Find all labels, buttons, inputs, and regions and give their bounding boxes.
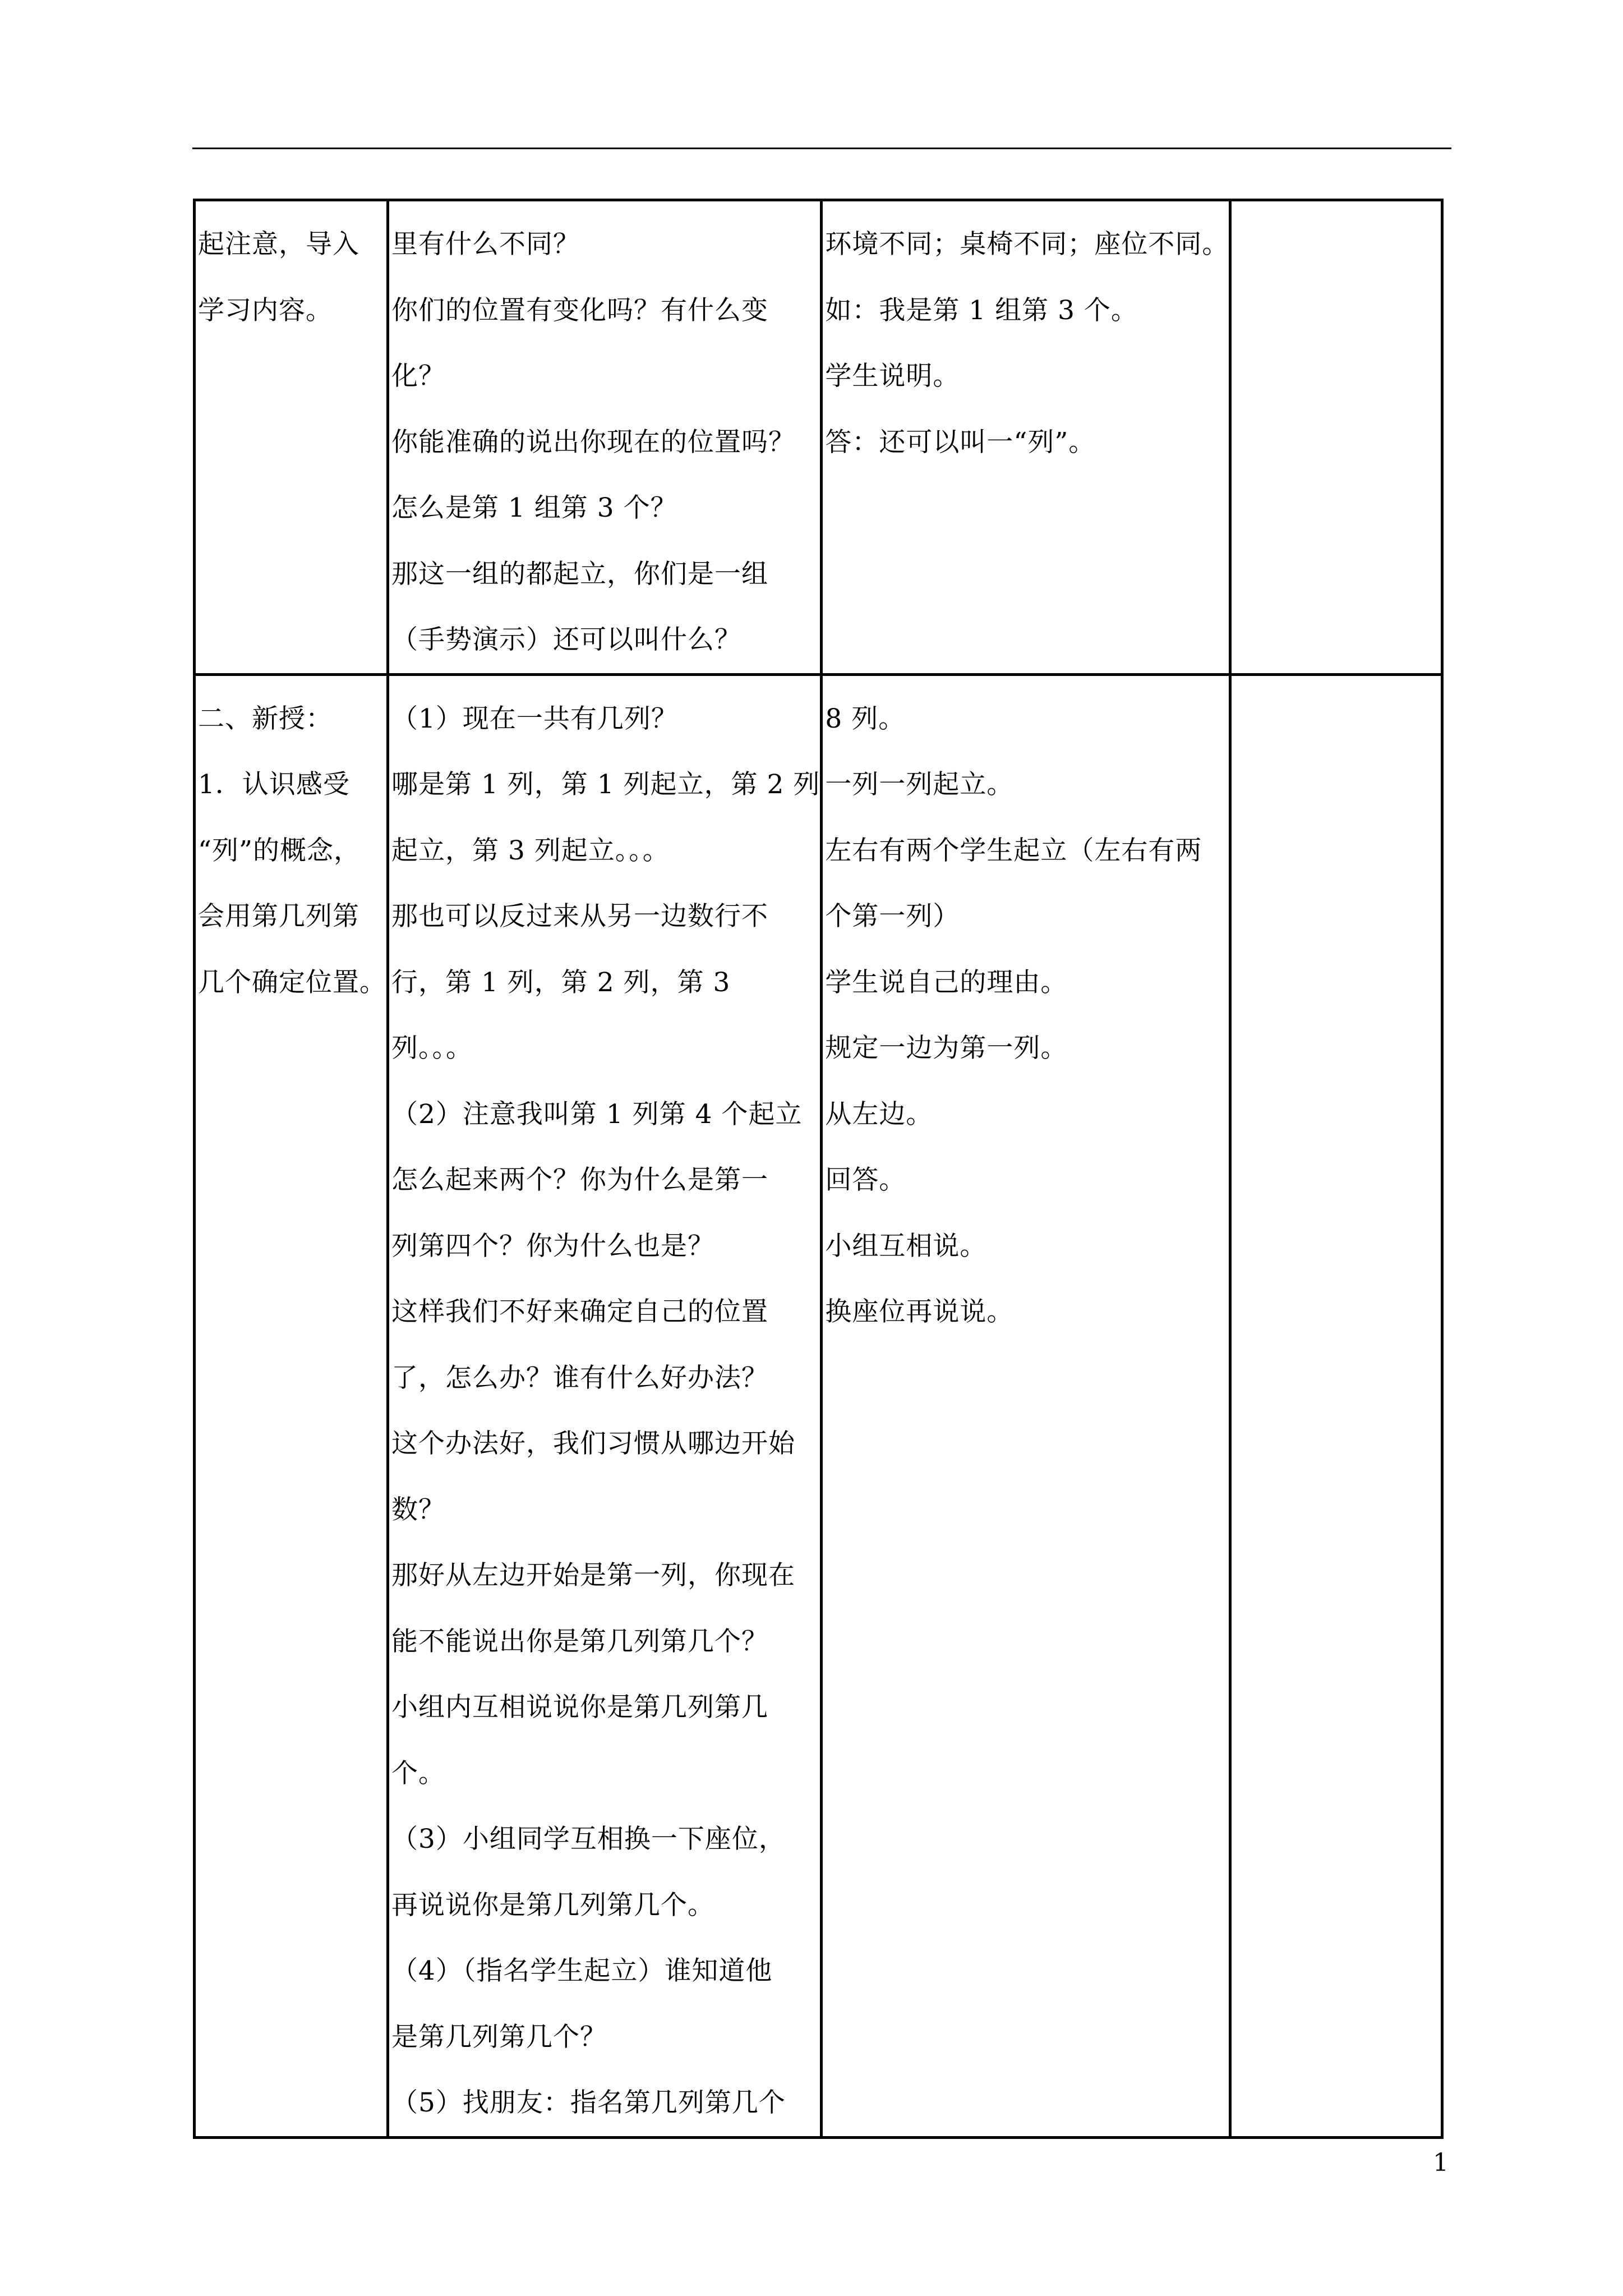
text-line: 一列一列起立。: [825, 769, 1014, 800]
teacher-activity-cell: [388, 200, 822, 675]
text-line: （4）（指名学生起立）谁知道他: [391, 1955, 773, 1986]
notes-cell: [1230, 200, 1442, 675]
text-line: 从左边。: [825, 1098, 933, 1130]
text-line: 了，怎么办？谁有什么好办法？: [391, 1362, 768, 1393]
text-line: 化？: [391, 361, 445, 392]
text-line: （1）现在一共有几列？: [391, 703, 678, 734]
notes-cell: [1230, 674, 1442, 2137]
text-line: 学生说明。: [825, 361, 960, 392]
text-line: 你能准确的说出你现在的位置吗？: [391, 426, 795, 458]
text-line: 数？: [391, 1494, 445, 1525]
text-line: 里有什么不同？: [391, 229, 580, 260]
text-line: 小组互相说。: [825, 1230, 987, 1262]
text-line: 如：我是第 1 组第 3 个。: [825, 295, 1138, 326]
header-rule: [192, 148, 1451, 149]
lesson-plan-table: [193, 199, 1444, 2139]
text-line: 那好从左边开始是第一列，你现在: [391, 1560, 795, 1591]
text-line: 8 列。: [825, 703, 906, 734]
text-line: 起立，第 3 列起立。。。: [391, 835, 670, 866]
text-line: 列第四个？你为什么也是？: [391, 1230, 714, 1262]
text-line: 个。: [391, 1757, 445, 1789]
text-line: 你们的位置有变化吗？有什么变: [391, 295, 768, 326]
text-line: 起注意，导入: [198, 229, 359, 260]
text-line: 左右有两个学生起立（左右有两: [825, 835, 1202, 866]
text-line: （手势演示）还可以叫什么？: [391, 624, 741, 655]
text-line: 是第几列第几个？: [391, 2021, 607, 2053]
student-activity-cell: [822, 200, 1230, 675]
table-row: [195, 200, 1442, 675]
text-line: 行，第 1 列，第 2 列，第 3: [391, 967, 731, 998]
table-row: [195, 674, 1442, 2137]
text-line: 再说说你是第几列第几个。: [391, 1889, 714, 1921]
text-line: 怎么是第 1 组第 3 个？: [391, 493, 677, 523]
text-line: 那这一组的都起立，你们是一组: [391, 558, 768, 590]
text-line: 列。。。: [391, 1033, 473, 1064]
text-line: （5）找朋友：指名第几列第几个: [391, 2087, 786, 2118]
text-line: 会用第几列第: [198, 901, 359, 932]
stage-cell: [195, 200, 388, 675]
text-line: （3）小组同学互相换一下座位，: [391, 1824, 786, 1855]
text-line: 答：还可以叫一“列”。: [825, 426, 1096, 458]
text-line: 换座位再说说。: [825, 1296, 1014, 1327]
text-line: 学习内容。: [198, 295, 333, 326]
teacher-activity-cell: [388, 674, 822, 2137]
page-number: 1: [1433, 2148, 1449, 2177]
text-line: 1．认识感受: [198, 769, 350, 800]
text-line: 这样我们不好来确定自己的位置: [391, 1296, 768, 1327]
text-line: 几个确定位置。: [198, 967, 386, 998]
text-line: 哪是第 1 列，第 1 列起立，第 2 列: [391, 769, 820, 800]
text-line: （2）注意我叫第 1 列第 4 个起立: [391, 1098, 803, 1130]
text-line: 小组内互相说说你是第几列第几: [391, 1692, 768, 1723]
text-line: 个第一列）: [825, 901, 960, 932]
stage-cell: [195, 674, 388, 2137]
text-line: 环境不同；桌椅不同；座位不同。: [825, 229, 1229, 260]
text-line: “列”的概念，: [198, 835, 361, 866]
text-line: 那也可以反过来从另一边数行不: [391, 901, 768, 932]
text-line: 回答。: [825, 1165, 906, 1195]
text-line: 这个办法好，我们习惯从哪边开始: [391, 1428, 795, 1459]
student-activity-cell: [822, 674, 1230, 2137]
text-line: 学生说自己的理由。: [825, 967, 1068, 998]
text-line: 怎么起来两个？你为什么是第一: [391, 1165, 768, 1195]
text-line: 二、新授：: [198, 703, 333, 734]
text-line: 规定一边为第一列。: [825, 1033, 1068, 1064]
text-line: 能不能说出你是第几列第几个？: [391, 1626, 768, 1657]
